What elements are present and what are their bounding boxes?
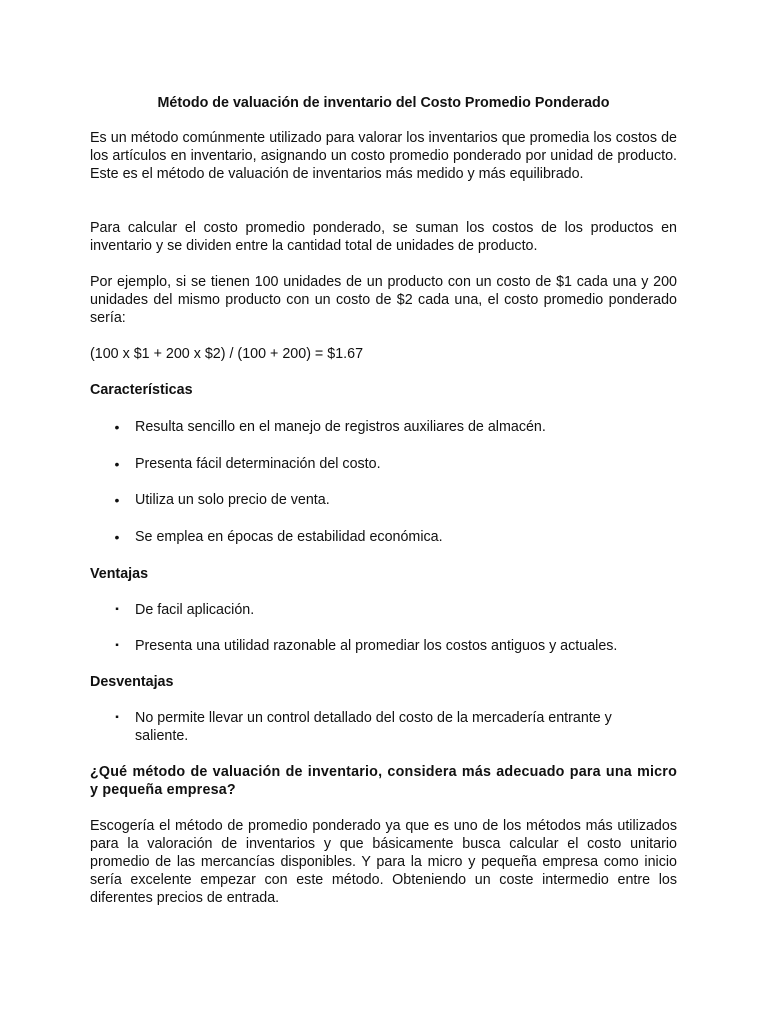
ventajas-heading: Ventajas: [90, 566, 149, 582]
list-item: [114, 455, 655, 473]
bullet-dot-icon: •: [114, 419, 120, 435]
bullet-square-icon: ▪: [115, 604, 119, 615]
list-item-text: Utiliza un solo precio de venta.: [135, 492, 330, 508]
bullet-dot-icon: •: [114, 529, 120, 545]
bullet-dot-icon: •: [114, 456, 120, 472]
list-item-text: No permite llevar un control detallado del costo de la mercadería entrante y saliente.: [135, 710, 612, 744]
bullet-dot-icon: •: [114, 492, 120, 508]
list-item: [115, 637, 655, 655]
list-item-text: Resulta sencillo en el manejo de registros auxiliares de almacén.: [135, 419, 546, 435]
question-heading: ¿Qué método de valuación de inventario, considera más adecuado para una micro y pequeña empresa?: [90, 764, 677, 798]
calculation-paragraph: Para calcular el costo promedio ponderado, se suman los costos de los productos en inventario y se dividen entre la cantidad total de unidades de producto.: [90, 220, 677, 254]
document-page: [90, 0, 677, 1024]
list-item: [114, 418, 655, 436]
list-item: [115, 601, 655, 619]
bullet-square-icon: ▪: [115, 640, 119, 651]
list-item: [115, 709, 645, 745]
example-paragraph: Por ejemplo, si se tienen 100 unidades de un producto con un costo de $1 cada una y 200 unidades del mismo producto con un costo de $2 cada una, el costo promedio ponderado sería:: [90, 274, 677, 326]
bullet-square-icon: ▪: [115, 712, 119, 723]
list-item-text: Se emplea en épocas de estabilidad económica.: [135, 529, 443, 545]
list-item: [114, 528, 655, 546]
document-title: Método de valuación de inventario del Costo Promedio Ponderado: [157, 95, 610, 111]
caracteristicas-heading: Características: [90, 382, 193, 398]
desventajas-heading: Desventajas: [90, 674, 174, 690]
list-item-text: De facil aplicación.: [135, 602, 255, 618]
formula-line: (100 x $1 + 200 x $2) / (100 + 200) = $1.67: [90, 346, 364, 362]
answer-paragraph: Escogería el método de promedio ponderado ya que es uno de los métodos más utilizados para la valoración de inventarios y que básicamente busca calcular el costo unitario promedio de las mercancías disponibles. Y para la micro y pequeña empresa como inicio sería excelente empezar con este método. Obteniendo un coste intermedio entre los diferentes precios de entrada.: [90, 818, 677, 906]
list-item-text: Presenta una utilidad razonable al promediar los costos antiguos y actuales.: [135, 638, 618, 654]
list-item-text: Presenta fácil determinación del costo.: [135, 456, 381, 472]
list-item: [114, 491, 655, 509]
intro-paragraph: Es un método comúnmente utilizado para valorar los inventarios que promedia los costos de los artículos en inventario, asignando un costo promedio ponderado por unidad de producto. Este es el método de valuación de inventarios más medido y más equilibrado.: [90, 130, 677, 182]
